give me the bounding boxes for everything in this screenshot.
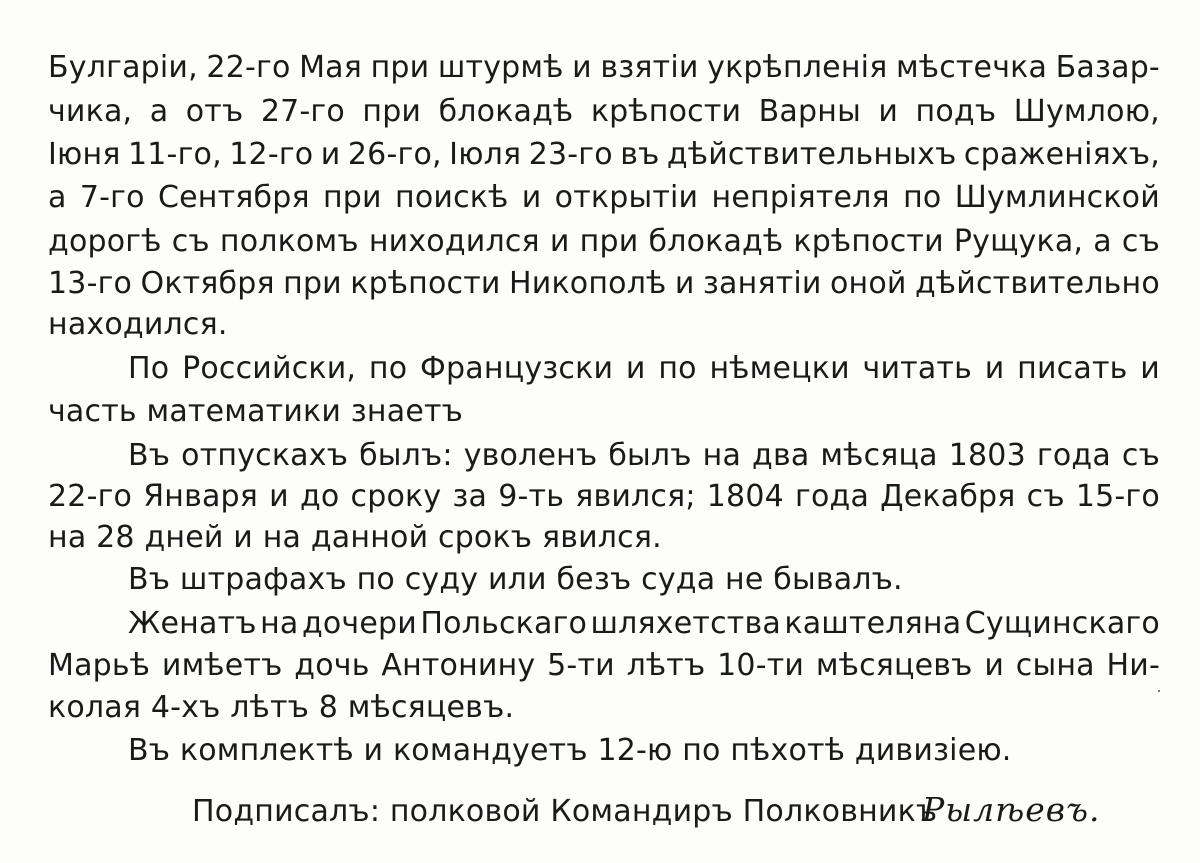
word: занятіи: [702, 266, 822, 301]
text-line: [48, 264, 1160, 304]
word: взятіи: [600, 50, 699, 85]
word: два: [752, 438, 810, 473]
word: крѣпости: [350, 266, 501, 301]
word: штурмѣ: [437, 50, 564, 85]
word: Базар-: [1055, 50, 1160, 85]
word: Шумлою,: [1013, 94, 1160, 129]
text-line: [48, 646, 1160, 686]
word: года: [795, 479, 870, 514]
word: и: [625, 351, 646, 386]
word: на: [702, 438, 742, 473]
word: при: [322, 180, 382, 215]
word: Женатъ: [128, 606, 257, 641]
word: Шумлинской: [954, 180, 1160, 215]
word: и: [572, 50, 592, 85]
word: мѣсяца: [820, 438, 938, 473]
word: 1803: [948, 438, 1026, 473]
word: Іюня: [48, 137, 121, 172]
word: Іюля: [449, 137, 522, 172]
word: сроку: [350, 479, 442, 514]
signature-label: Подписалъ: полковой Командиръ Полковникъ: [192, 794, 938, 829]
word: имѣетъ: [161, 648, 283, 683]
paragraph-first-line: [128, 604, 1160, 644]
word: нѣмецки: [709, 351, 850, 386]
word: читать: [862, 351, 972, 386]
word: съ: [171, 224, 210, 259]
word: оной: [829, 266, 907, 301]
word: уволенъ: [463, 438, 598, 473]
word: Рущука,: [953, 224, 1084, 259]
word: въ: [620, 137, 660, 172]
word: открытіи: [554, 180, 699, 215]
word: Октября: [140, 266, 275, 301]
word: и: [984, 648, 1005, 683]
word: явился;: [575, 479, 696, 514]
word: дочь: [294, 648, 370, 683]
word: чика,: [48, 94, 133, 129]
word: Января: [143, 479, 259, 514]
word: мѣсяцевъ: [815, 648, 973, 683]
word: 1804: [706, 479, 784, 514]
paragraph-first-line: Въ штрафахъ по суду или безъ суда не бывалъ.: [128, 562, 903, 597]
word: при: [579, 224, 639, 259]
text-line: часть математики знаетъ: [48, 394, 464, 429]
paragraph-first-line: [128, 436, 1160, 476]
word: полкомъ: [219, 224, 359, 259]
word: при: [362, 94, 422, 129]
word: а: [149, 94, 169, 129]
text-line: [48, 477, 1160, 517]
word: до: [299, 479, 340, 514]
word: каштеляна: [784, 606, 962, 641]
text-line: [48, 48, 1160, 88]
word: лѣтъ: [626, 648, 706, 683]
word: по: [658, 351, 697, 386]
word: ниходился: [368, 224, 540, 259]
word: блокадѣ: [648, 224, 784, 259]
word: Булгаріи,: [48, 50, 198, 85]
word: а: [1093, 224, 1112, 259]
word: года: [1036, 438, 1111, 473]
text-line: [48, 92, 1160, 132]
word: дѣйствительно: [914, 266, 1160, 301]
word: шляхетства: [590, 606, 781, 641]
paragraph-first-line: Въ комплектѣ и командуетъ 12-ю по пѣхотѣ дивизіею.: [128, 733, 1012, 768]
word: по: [368, 351, 408, 386]
word: непріятеля: [711, 180, 890, 215]
word: 7-го: [79, 180, 145, 215]
word: отпускахъ: [181, 438, 349, 473]
word: и: [878, 94, 899, 129]
word: 22-го: [48, 479, 133, 514]
word: по: [903, 180, 942, 215]
word: Марьѣ: [48, 648, 151, 683]
word: и: [984, 351, 1005, 386]
word: отъ: [185, 94, 244, 129]
text-line: находился.: [48, 307, 228, 342]
word: и: [674, 266, 695, 301]
word: крѣпости: [793, 224, 944, 259]
word: 9-ть: [498, 479, 565, 514]
word: укрѣпленія: [707, 50, 888, 85]
word: блокадѣ: [438, 94, 574, 129]
word: Сущинскаго: [964, 606, 1160, 641]
word: и: [549, 224, 570, 259]
word: Варны: [758, 94, 861, 129]
text-line: [48, 222, 1160, 262]
word: дѣйствительныхъ: [666, 137, 957, 172]
word: Сентября: [157, 180, 310, 215]
text-line: на 28 дней и на данной срокъ явился.: [48, 520, 662, 555]
word: Антонину: [381, 648, 536, 683]
word: Французски: [420, 351, 614, 386]
word: сраженіяхъ,: [963, 137, 1160, 172]
word: Мая: [299, 50, 363, 85]
word: сына: [1015, 648, 1095, 683]
word: съ: [1026, 479, 1065, 514]
word: Польскаго: [420, 606, 588, 641]
word: 11-го,: [127, 137, 222, 172]
word: Никополѣ: [509, 266, 667, 301]
word: 22-го: [206, 50, 291, 85]
word: былъ: [608, 438, 692, 473]
word: Российски,: [182, 351, 357, 386]
text-line: [48, 178, 1160, 218]
word: 27-го: [260, 94, 345, 129]
word: за: [452, 479, 488, 514]
word: Въ: [128, 438, 171, 473]
word: и: [269, 479, 289, 514]
word: крѣпости: [590, 94, 742, 129]
word: дочери: [301, 606, 417, 641]
word: а: [48, 180, 67, 215]
word: на: [260, 606, 299, 641]
word: мѣстечка: [896, 50, 1048, 85]
word: при: [283, 266, 342, 301]
word: поискѣ: [395, 180, 509, 215]
word: и: [320, 137, 341, 172]
word: былъ:: [359, 438, 453, 473]
signature-name: Рылѣевъ.: [922, 790, 1101, 829]
word: 13-го: [48, 266, 133, 301]
word: подъ: [915, 94, 997, 129]
word: 15-го: [1075, 479, 1160, 514]
word: съ: [1121, 438, 1160, 473]
word: Декабря: [880, 479, 1016, 514]
scan-speck: [1158, 690, 1160, 692]
paragraph-first-line: [128, 349, 1160, 389]
word: 23-го: [528, 137, 613, 172]
word: 26-го,: [347, 137, 442, 172]
word: при: [370, 50, 430, 85]
word: писать: [1017, 351, 1128, 386]
word: съ: [1121, 224, 1160, 259]
word: Ни-: [1106, 648, 1160, 683]
text-line: колая 4-хъ лѣтъ 8 мѣсяцевъ.: [48, 690, 515, 725]
word: 10-ти: [717, 648, 805, 683]
word: дорогѣ: [48, 224, 162, 259]
word: 5-ти: [547, 648, 615, 683]
word: и: [1140, 351, 1160, 386]
word: 12-го: [229, 137, 314, 172]
word: По: [128, 351, 170, 386]
word: и: [521, 180, 542, 215]
text-line: [48, 135, 1160, 175]
